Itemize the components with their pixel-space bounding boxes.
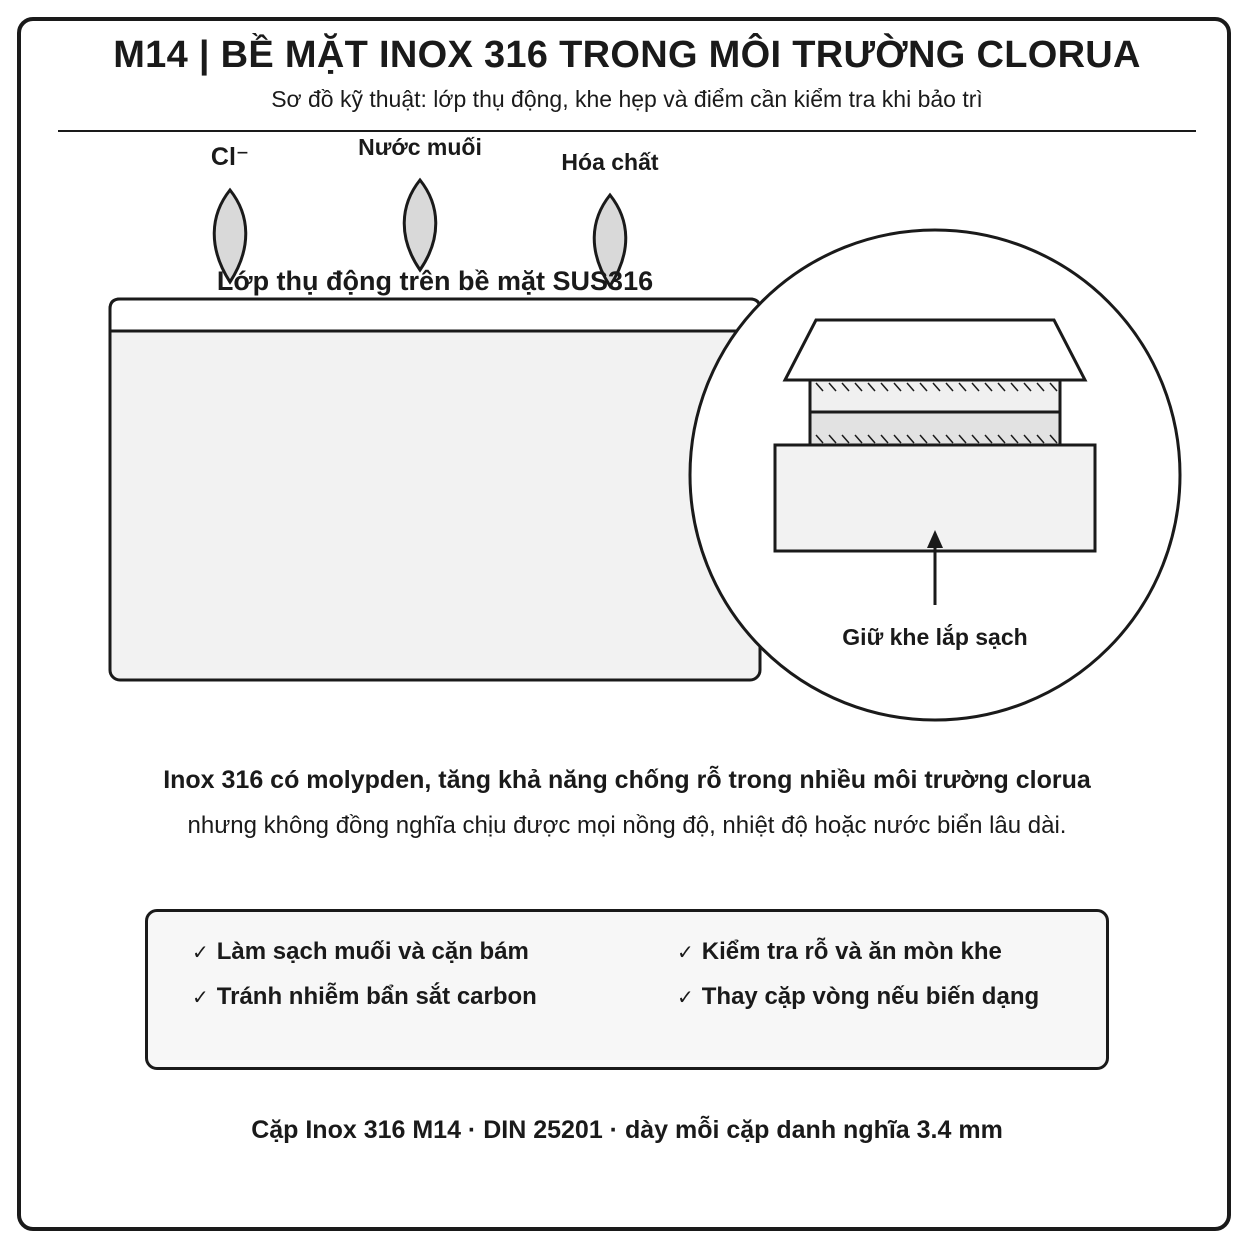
passive-layer: [110, 299, 760, 331]
checkmark-icon: ✓: [192, 985, 209, 1009]
product-spec-footer: Cặp Inox 316 M14 · DIN 25201 · dày mỗi cặp danh nghĩa 3.4 mm: [251, 1116, 1003, 1144]
agent-label-chemicals: Hóa chất: [561, 149, 659, 175]
page-title: M14 | BỀ MẶT INOX 316 TRONG MÔI TRƯỜNG CLORUA: [113, 34, 1141, 76]
callout-label: Giữ khe lắp sạch: [842, 624, 1028, 650]
checkmark-icon: ✓: [677, 985, 694, 1009]
agent-label-salt-water: Nước muối: [358, 134, 482, 160]
description-caveat: nhưng không đồng nghĩa chịu được mọi nồng độ, nhiệt độ hoặc nước biển lâu dài.: [187, 812, 1067, 839]
agent-label-chloride: Cl⁻: [210, 143, 250, 171]
droplet-icon: [404, 180, 436, 270]
checklist-item: ✓ Thay cặp vòng nếu biến dạng: [677, 983, 1040, 1010]
checklist-item: ✓ Kiểm tra rỗ và ăn mòn khe: [677, 938, 1002, 965]
checklist-item: ✓ Tránh nhiễm bẩn sắt carbon: [192, 983, 537, 1010]
passive-layer-label: Lớp thụ động trên bề mặt SUS316: [216, 266, 654, 296]
checklist-item: ✓ Làm sạch muối và cặn bám: [192, 938, 529, 965]
description-lead: Inox 316 có molypden, tăng khả năng chống rỗ trong nhiều môi trường clorua: [163, 766, 1091, 794]
checkmark-icon: ✓: [677, 940, 694, 964]
steel-plate: [110, 299, 760, 680]
page-subtitle: Sơ đồ kỹ thuật: lớp thụ động, khe hẹp và điểm cần kiểm tra khi bảo trì: [271, 86, 983, 112]
checkmark-icon: ✓: [192, 940, 209, 964]
fastener-head: [785, 320, 1085, 380]
washer-lower: [810, 412, 1060, 445]
